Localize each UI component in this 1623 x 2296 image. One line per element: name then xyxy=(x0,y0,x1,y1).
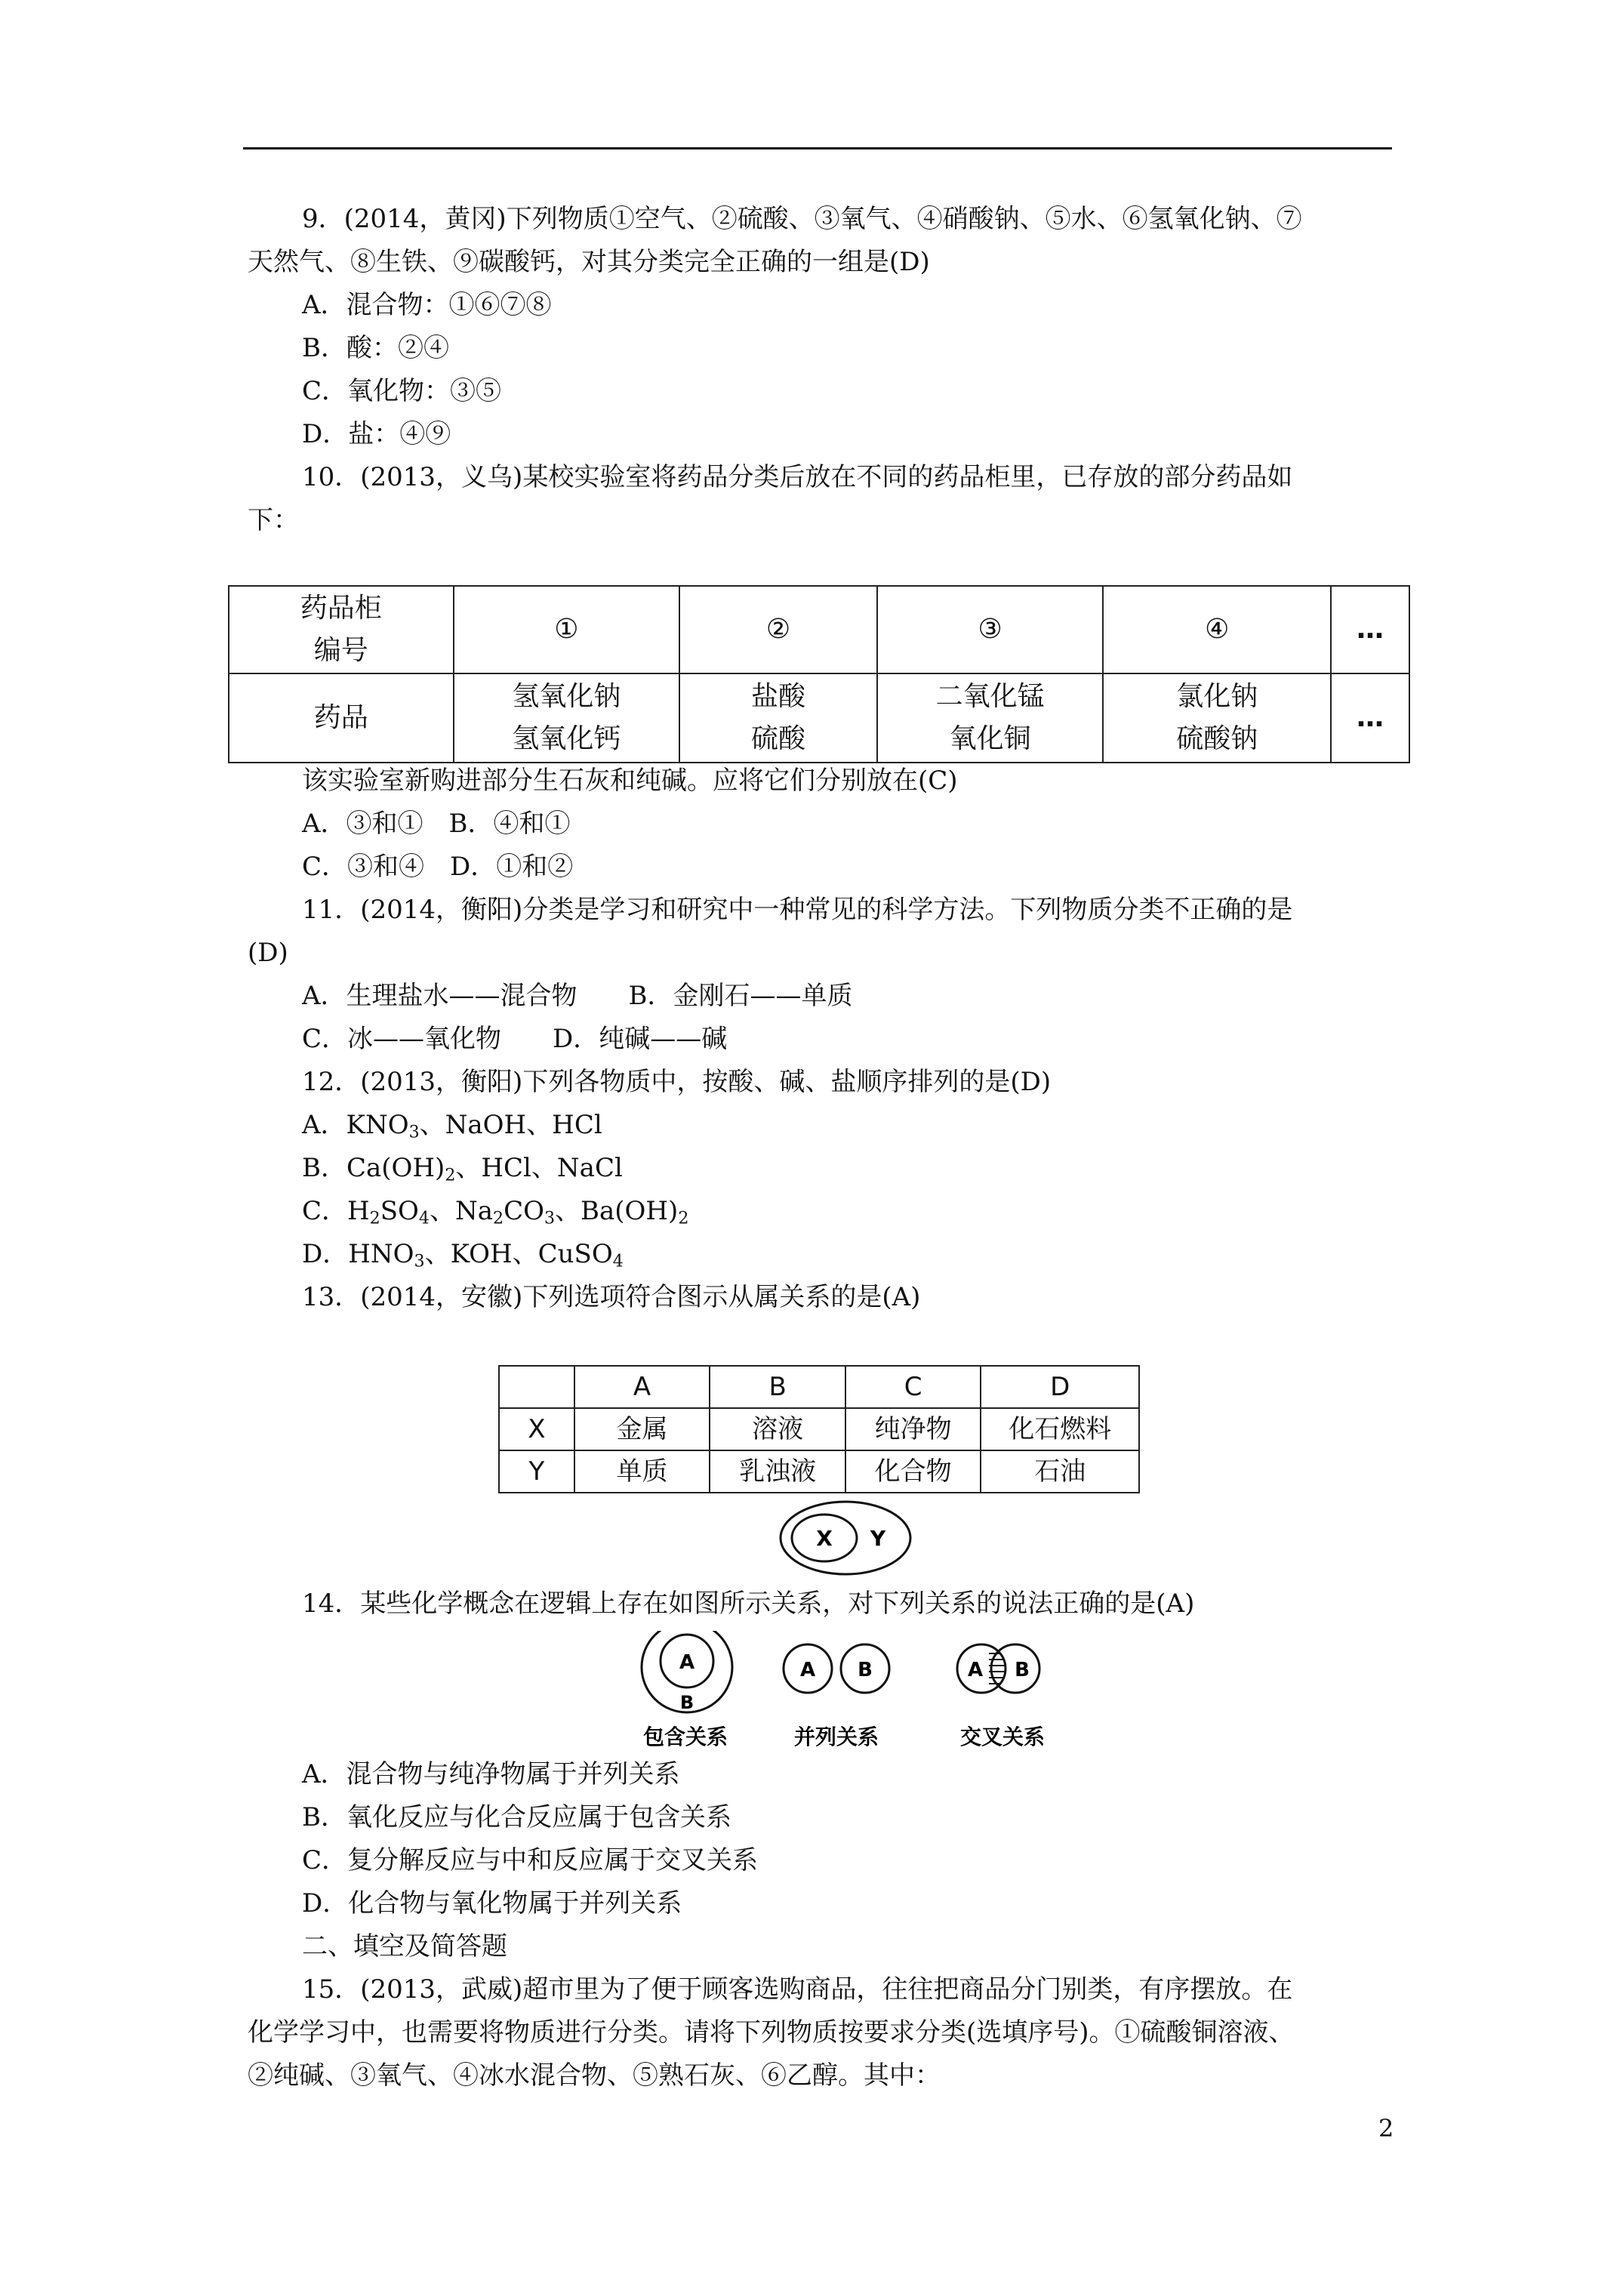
formula-text: 、NaOH、HCl xyxy=(419,1110,602,1140)
table-cell: X xyxy=(499,1408,574,1450)
q9-stem-line1: 9．(2014，黄冈)下列物质①空气、②硫酸、③氧气、④硝酸钠、⑤水、⑥氢氧化钠、⑦ xyxy=(302,204,1302,234)
cabinet-header-line1: 药品柜 xyxy=(300,593,382,624)
drug-cabinet-table xyxy=(228,585,1410,763)
q15-stem-line1: 15．(2013，武威)超市里为了便于顾客选购商品，往往把商品分门别类，有序摆放。在 xyxy=(302,1974,1293,2005)
q9-option-b: B．酸：②④ xyxy=(302,333,449,363)
formula-text: 、KOH、CuSO xyxy=(424,1239,613,1269)
parallel-label-b: B xyxy=(858,1659,873,1681)
cabinet-number: ④ xyxy=(1103,586,1331,673)
q15-stem-line2: 化学学习中，也需要将物质进行分类。请将下列物质按要求分类(选填序号)。①硫酸铜溶液、 xyxy=(248,2017,1295,2048)
relation-diagrams xyxy=(634,1631,1072,1752)
q11-options-line2: C．冰——氧化物 D．纯碱——碱 xyxy=(302,1024,728,1054)
drug-name: 氯化钠 xyxy=(1176,681,1258,712)
q11-stem-line2: (D) xyxy=(248,938,288,968)
table-header-cell: B xyxy=(710,1366,845,1408)
subscript: 3 xyxy=(408,1122,420,1142)
drug-name: 盐酸 xyxy=(751,681,806,712)
intersection-label-a: A xyxy=(967,1659,984,1681)
drug-name: 氢氧化钠 xyxy=(512,681,621,712)
table-cell: 溶液 xyxy=(710,1408,845,1450)
table-header-cell: D xyxy=(981,1366,1139,1408)
q10-stem-line2: 下： xyxy=(248,505,299,535)
drug-cell xyxy=(1103,673,1331,763)
q12-option-b xyxy=(302,1151,623,1185)
inclusion-label-b: B xyxy=(679,1692,694,1713)
q10-after-text: 该实验室新购进部分生石灰和纯碱。应将它们分别放在(C) xyxy=(302,766,958,796)
drug-cell xyxy=(454,673,680,763)
q14-option-a: A．混合物与纯净物属于并列关系 xyxy=(302,1759,680,1789)
cabinet-number: ③ xyxy=(877,586,1104,673)
q15-stem-line3: ②纯碱、③氧气、④冰水混合物、⑤熟石灰、⑥乙醇。其中： xyxy=(248,2060,941,2091)
table-cell: 乳浊液 xyxy=(710,1450,845,1493)
q10-options-line1: A．③和① B．④和① xyxy=(302,809,571,839)
q10-stem-line1: 10．(2013，义乌)某校实验室将药品分类后放在不同的药品柜里，已存放的部分药品如 xyxy=(302,462,1293,492)
formula-text: C．H xyxy=(302,1196,370,1226)
subscript: 2 xyxy=(678,1208,689,1228)
table-cell: 纯净物 xyxy=(845,1408,981,1450)
subscript: 2 xyxy=(445,1165,456,1185)
parallel-label-a: A xyxy=(799,1659,816,1681)
table-cell: 化石燃料 xyxy=(981,1408,1139,1450)
formula-text: A．KNO xyxy=(302,1110,409,1140)
outer-ellipse xyxy=(781,1502,910,1574)
subscript: 2 xyxy=(369,1208,380,1228)
drug-name: 氧化铜 xyxy=(949,723,1031,754)
header-rule xyxy=(243,147,1392,149)
table-cell: 单质 xyxy=(574,1450,710,1493)
cabinet-number: ② xyxy=(679,586,877,673)
xy-subset-diagram xyxy=(778,1499,913,1577)
drug-cell xyxy=(679,673,877,763)
inclusion-caption: 包含关系 xyxy=(642,1724,728,1749)
formula-text: 、Na xyxy=(429,1196,493,1226)
q11-stem-line1: 11．(2014，衡阳)分类是学习和研究中一种常见的科学方法。下列物质分类不正确的是 xyxy=(302,895,1293,925)
q12-option-a xyxy=(302,1108,602,1142)
drug-row-label: 药品 xyxy=(229,673,454,763)
table-header-cell xyxy=(499,1366,574,1408)
subscript: 3 xyxy=(544,1208,556,1228)
q9-option-a: A．混合物：①⑥⑦⑧ xyxy=(302,290,552,320)
table-cell: 石油 xyxy=(981,1450,1139,1493)
intersection-caption: 交叉关系 xyxy=(959,1724,1046,1749)
section-heading: 二、填空及简答题 xyxy=(302,1931,507,1962)
cabinet-header-cell xyxy=(229,586,454,673)
q13-stem: 13．(2014，安徽)下列选项符合图示从属关系的是(A) xyxy=(302,1282,921,1312)
subscript: 4 xyxy=(612,1251,624,1271)
inclusion-label-a: A xyxy=(679,1651,695,1674)
q14-option-c: C．复分解反应与中和反应属于交叉关系 xyxy=(302,1845,759,1875)
table-header-cell: A xyxy=(574,1366,710,1408)
drug-name: 氢氧化钙 xyxy=(512,723,621,754)
drug-name: 硫酸钠 xyxy=(1176,723,1258,754)
formula-text: CO xyxy=(504,1196,544,1226)
formula-text: 、Ba(OH) xyxy=(555,1196,679,1226)
q9-stem-line2: 天然气、⑧生铁、⑨碳酸钙，对其分类完全正确的一组是(D) xyxy=(248,247,930,277)
subscript: 3 xyxy=(414,1251,425,1271)
q9-option-d: D．盐：④⑨ xyxy=(302,419,451,449)
cabinet-header-line2: 编号 xyxy=(313,635,368,666)
formula-text: B．Ca(OH) xyxy=(302,1153,445,1183)
y-label: Y xyxy=(870,1526,886,1551)
table-header-cell: C xyxy=(845,1366,981,1408)
parallel-caption: 并列关系 xyxy=(793,1724,879,1749)
subscript: 4 xyxy=(418,1208,430,1228)
cabinet-ellipsis: … xyxy=(1331,586,1409,673)
page-number: 2 xyxy=(1378,2114,1394,2143)
formula-text: D．HNO xyxy=(302,1239,414,1269)
q14-option-b: B．氧化反应与化合反应属于包含关系 xyxy=(302,1802,731,1832)
drug-ellipsis: … xyxy=(1331,673,1409,763)
table-cell: Y xyxy=(499,1450,574,1493)
subscript: 2 xyxy=(493,1208,504,1228)
q12-option-c xyxy=(302,1194,688,1228)
q10-options-line2: C．③和④ D．①和② xyxy=(302,852,574,882)
q12-stem: 12．(2013，衡阳)下列各物质中，按酸、碱、盐顺序排列的是(D) xyxy=(302,1067,1052,1097)
formula-text: 、HCl、NaCl xyxy=(455,1153,623,1183)
q14-stem: 14．某些化学概念在逻辑上存在如图所示关系，对下列关系的说法正确的是(A) xyxy=(302,1589,1195,1619)
q9-option-c: C．氧化物：③⑤ xyxy=(302,376,502,406)
intersection-label-b: B xyxy=(1015,1659,1030,1681)
q12-option-d xyxy=(302,1237,624,1271)
drug-name: 硫酸 xyxy=(751,723,806,754)
x-label: X xyxy=(816,1526,833,1551)
q11-options-line1: A．生理盐水——混合物 B．金刚石——单质 xyxy=(302,981,853,1011)
formula-text: SO xyxy=(380,1196,419,1226)
table-cell: 化合物 xyxy=(845,1450,981,1493)
drug-name: 二氧化锰 xyxy=(935,681,1045,712)
subordinate-relation-table xyxy=(498,1365,1140,1493)
q14-option-d: D．化合物与氧化物属于并列关系 xyxy=(302,1888,682,1918)
drug-cell xyxy=(877,673,1104,763)
cabinet-number: ① xyxy=(454,586,680,673)
table-cell: 金属 xyxy=(574,1408,710,1450)
